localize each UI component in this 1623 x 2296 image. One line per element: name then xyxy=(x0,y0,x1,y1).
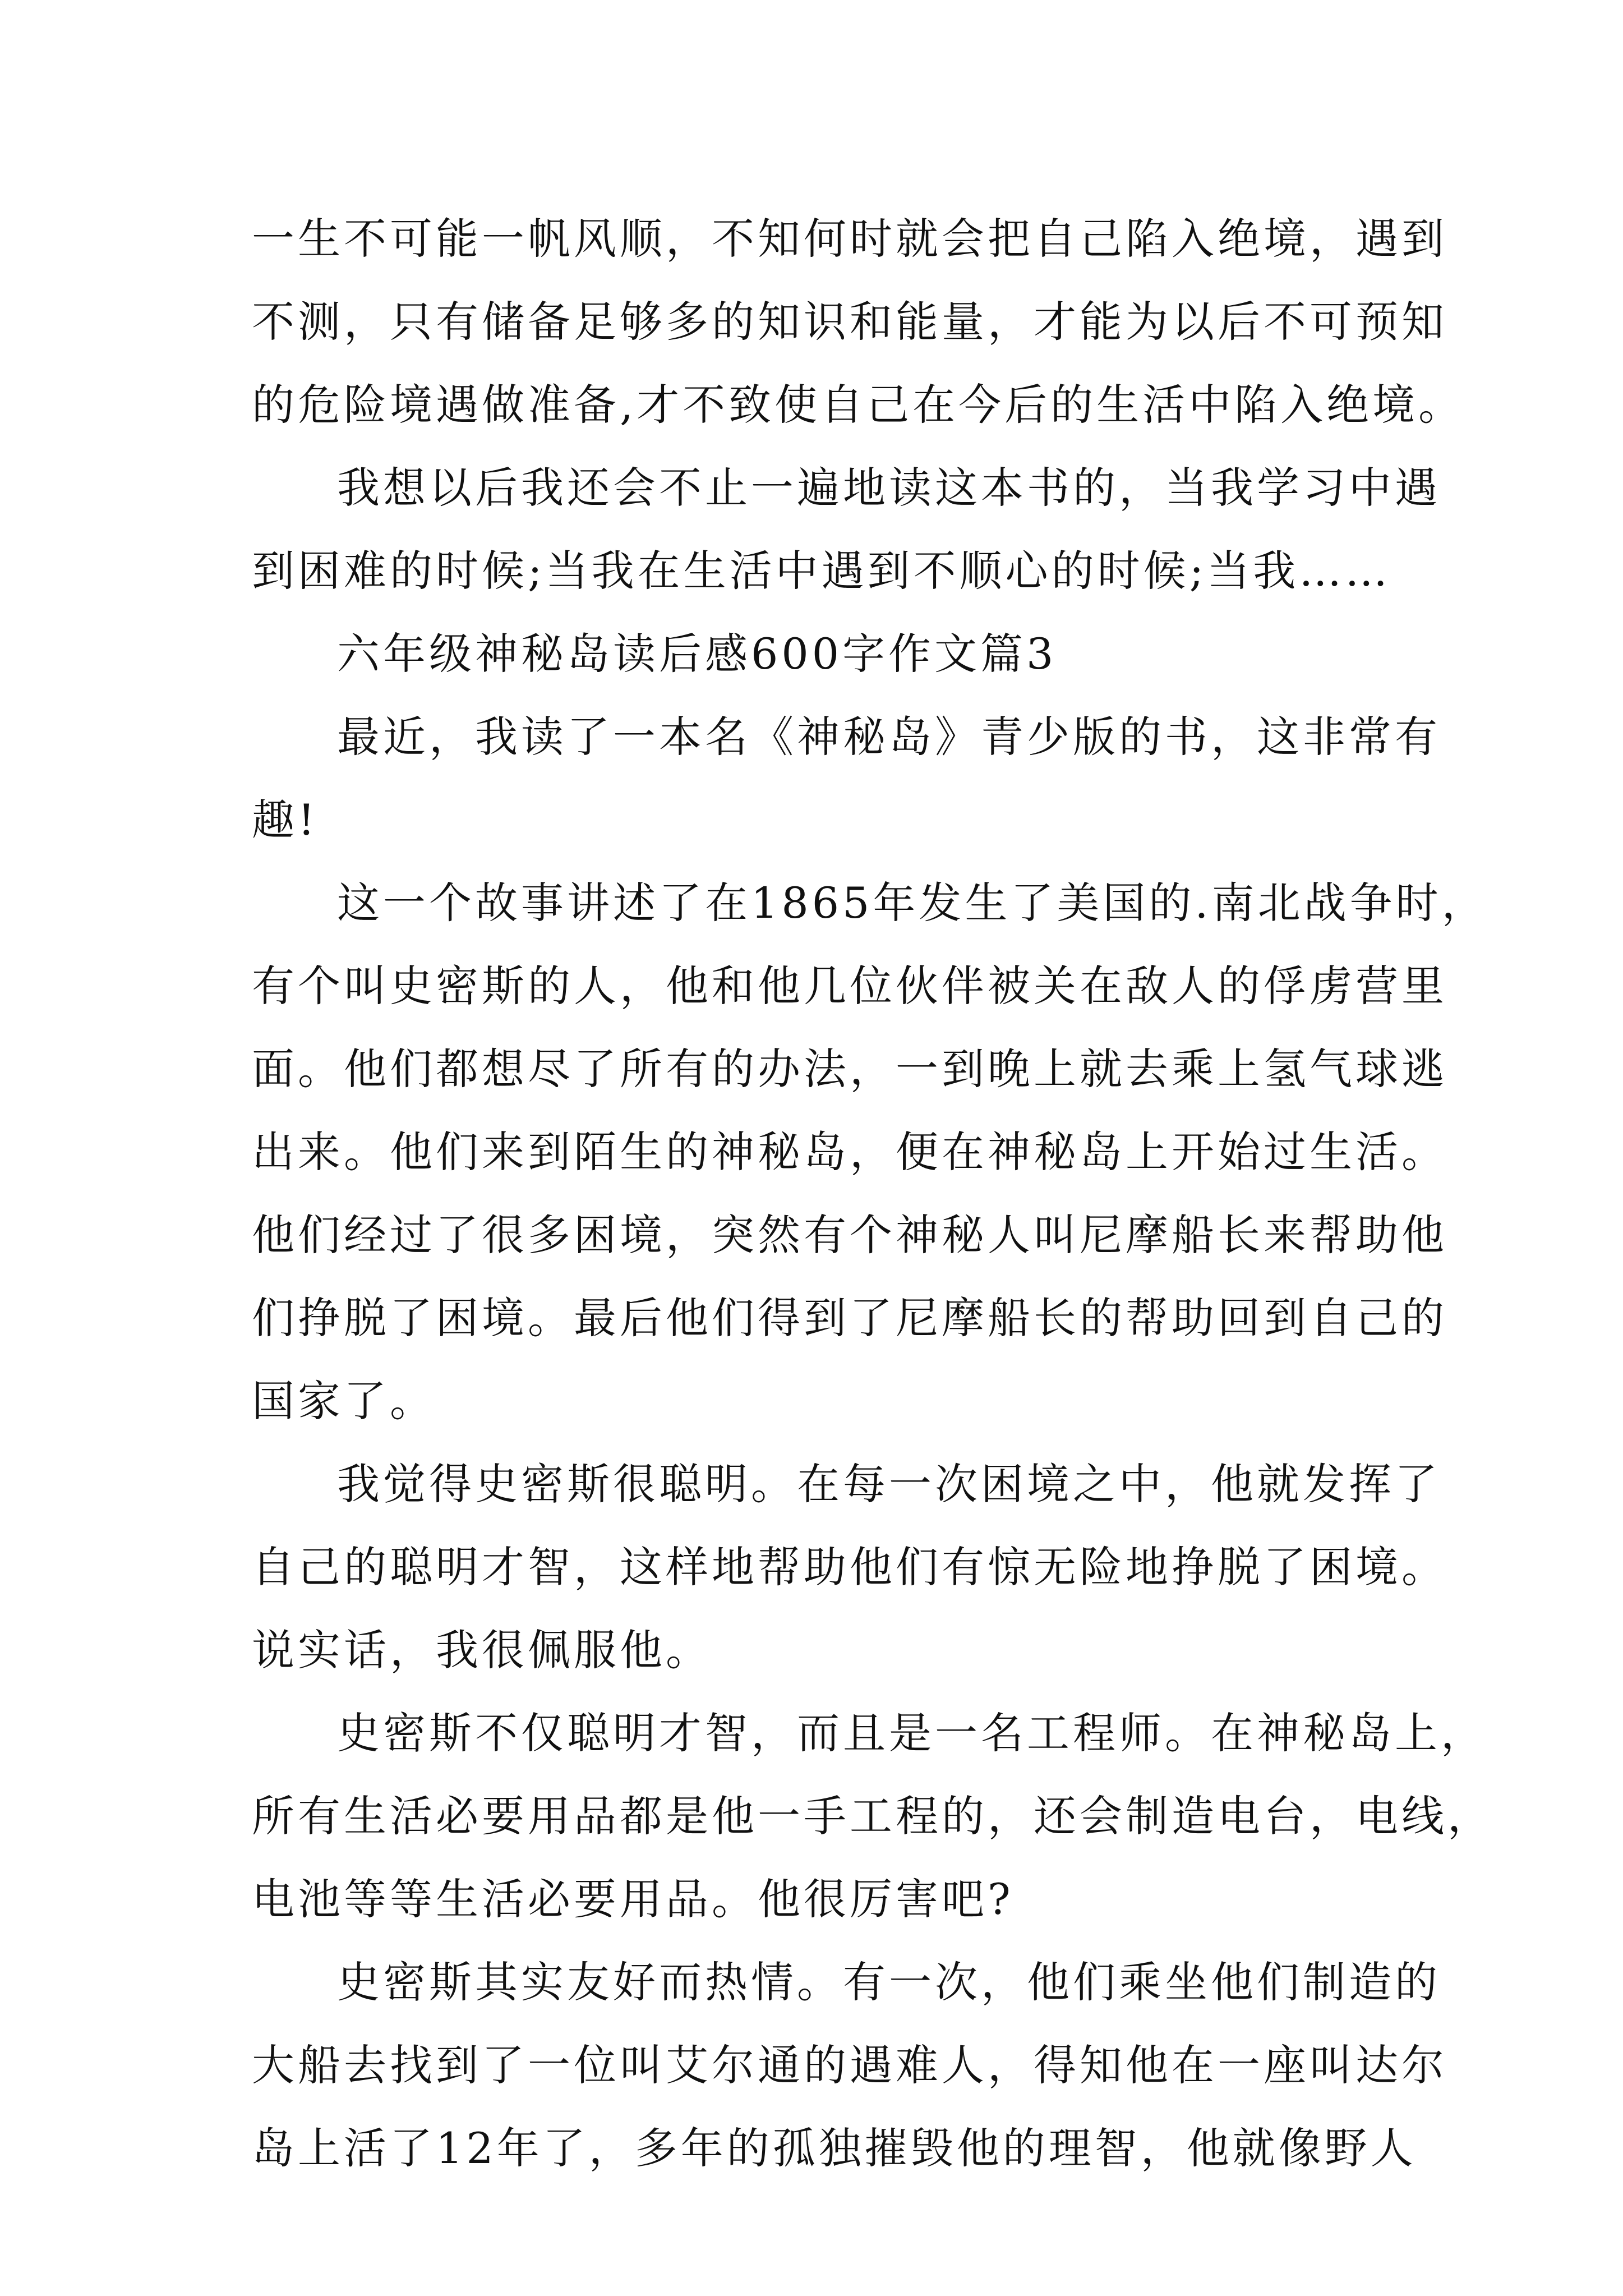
text-line: 国家了。 xyxy=(252,1376,436,1426)
text-line: 面。他们都想尽了所有的办法，一到晚上就去乘上氢气球逃 xyxy=(252,1044,1447,1094)
text-line: 所有生活必要用品都是他一手工程的，还会制造电台，电线， xyxy=(252,1791,1493,1841)
text-line: 不测，只有储备足够多的知识和能量，才能为以后不可预知 xyxy=(252,297,1447,347)
document-body xyxy=(252,197,1493,2190)
text-line: 有个叫史密斯的人，他和他几位伙伴被关在敌人的俘虏营里 xyxy=(252,961,1447,1011)
text-line: 岛上活了12年了，多年的孤独摧毁他的理智，他就像野人 xyxy=(252,2123,1417,2173)
text-line: 说实话，我很佩服他。 xyxy=(252,1625,712,1675)
text-line: 自己的聪明才智，这样地帮助他们有惊无险地挣脱了困境。 xyxy=(252,1542,1447,1592)
text-line: 们挣脱了困境。最后他们得到了尼摩船长的帮助回到自己的 xyxy=(252,1293,1447,1343)
text-line: 史密斯不仅聪明才智，而且是一名工程师。在神秘岛上， xyxy=(337,1708,1487,1758)
text-line: 我觉得史密斯很聪明。在每一次困境之中，他就发挥了 xyxy=(337,1459,1441,1509)
text-line: 到困难的时候;当我在生活中遇到不顺心的时候;当我…… xyxy=(252,546,1391,596)
text-line: 电池等等生活必要用品。他很厉害吧? xyxy=(252,1874,1014,1924)
text-line: 他们经过了很多困境，突然有个神秘人叫尼摩船长来帮助他 xyxy=(252,1210,1447,1260)
text-line: 大船去找到了一位叫艾尔通的遇难人，得知他在一座叫达尔 xyxy=(252,2040,1447,2090)
text-line: 我想以后我还会不止一遍地读这本书的，当我学习中遇 xyxy=(337,463,1441,513)
text-line: 的危险境遇做准备,才不致使自己在今后的生活中陷入绝境。 xyxy=(252,380,1465,430)
text-line: 这一个故事讲述了在1865年发生了美国的.南北战争时， xyxy=(337,878,1488,928)
text-line: 史密斯其实友好而热情。有一次，他们乘坐他们制造的 xyxy=(337,1957,1441,2007)
text-line: 出来。他们来到陌生的神秘岛，便在神秘岛上开始过生活。 xyxy=(252,1127,1447,1177)
text-line: 最近，我读了一本名《神秘岛》青少版的书，这非常有 xyxy=(337,712,1441,762)
text-line: 一生不可能一帆风顺，不知何时就会把自己陷入绝境，遇到 xyxy=(252,214,1447,264)
section-heading: 六年级神秘岛读后感600字作文篇3 xyxy=(337,629,1057,679)
text-line: 趣! xyxy=(252,795,319,845)
